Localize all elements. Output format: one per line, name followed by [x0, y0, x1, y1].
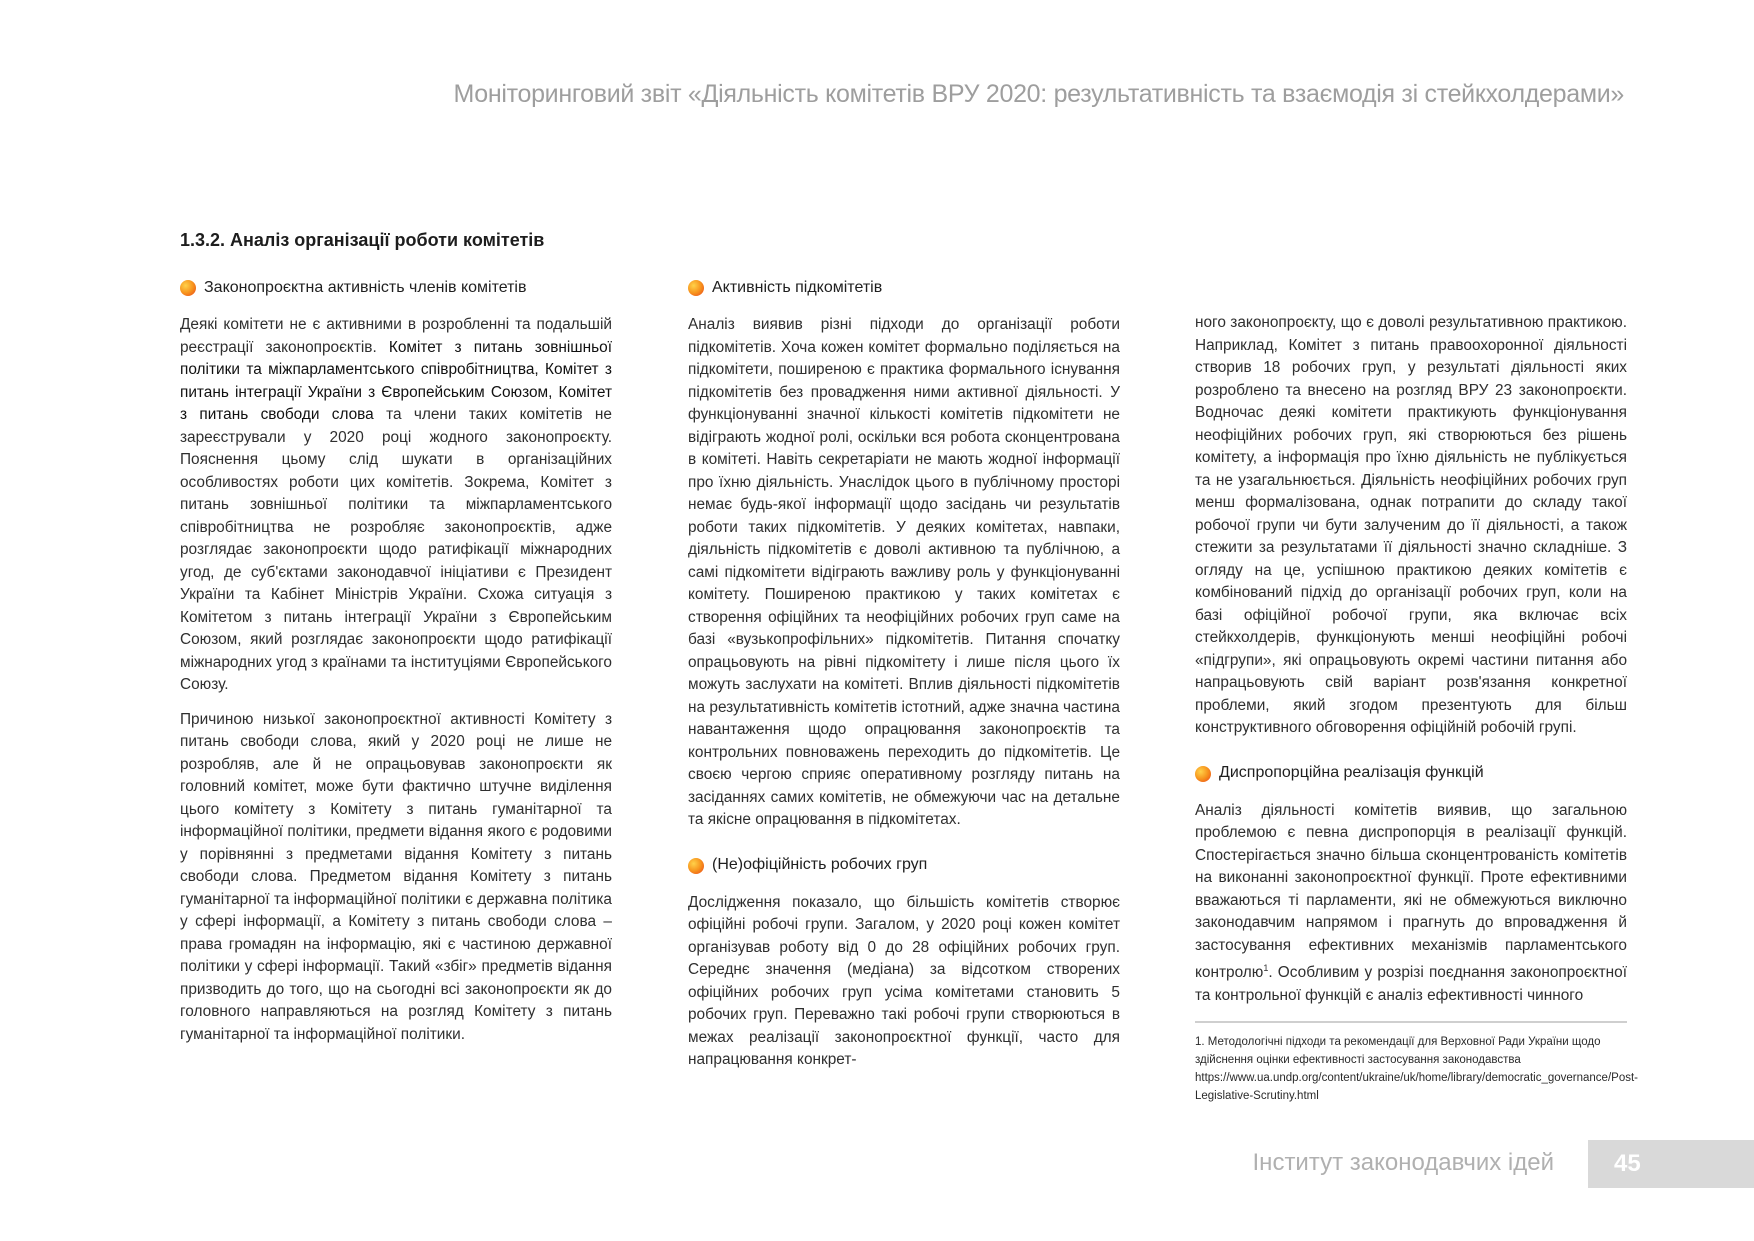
paragraph-rest: та члени таких комітетів не зареєстрували у 2020 році жодного законопроєкту. Пояснення цьому слід шукати в організаційних особливостях роботи цих комітетів. Зокрема, Комітет з питань зовнішньої політики та міжпарламентського співробітництва не розробляє законопроєктів, адже розглядає законопроєкти щодо ратифікації міжнародних угод, де суб'єктами законодавчої ініціативи є Президент України та Кабінет Міністрів України. Схожа ситуація з Комітетом з питань інтеграції України з Європейським Союзом, який розглядає законопроєкти щодо ратифікації міжнародних угод з країнами та інституціями Європейського Союзу. [180, 406, 612, 693]
footnote: 1. Методологічні підходи та рекомендації для Верховної Ради України щодо здійснення оцінки ефективності застосування законодавства https://www.ua.undp.org/content/ukraine/uk/home/library/democratic_governance/Post-Legislative-Scrutiny.html [1195, 1036, 1638, 1103]
subheading-label: Активність підкомітетів [712, 278, 883, 296]
column-3 [1195, 312, 1638, 1105]
paragraph: Дослідження показало, що більшість комітетів створює офіційні робочі групи. Загалом, у 2020 році кожен комітет організував роботу від 0 до 28 офіційних робочих груп. Середнє значення (медіана) за відсотком створених офіційних робочих груп усіма комітетами становить 5 робочих груп. Переважно такі робочі групи створюються в межах реалізації законопроєктної функції, часто для напрацювання конкрет- [688, 893, 1120, 1068]
paragraph-text: . Особливим у розрізі поєднання законопроєктної та контрольної функцій є аналіз ефективності чинного [1195, 964, 1627, 1004]
paragraph-text: Аналіз діяльності комітетів виявив, що загальною проблемою є певна диспропорція в реалізації функцій. Спостерігається значно більша сконцентрованість комітетів на виконанні законопроєктної функції. Проте ефективними вважаються ті парламенти, які не обмежуються виключно законодавчим напрямом і прагнуть до впровадження й застосування ефективних механізмів парламентського контролю [1195, 801, 1627, 982]
subheading-label: (Не)офіційність робочих груп [712, 856, 928, 874]
bullet-dot-icon [688, 858, 704, 874]
section-title: 1.3.2. Аналіз організації роботи комітетів [180, 230, 545, 250]
subheading-legislative-activity [180, 276, 612, 300]
footer-organization: Інститут законодавчих ідей [1252, 1149, 1554, 1176]
paragraph [180, 314, 612, 697]
page-number: 45 [1614, 1150, 1641, 1177]
paragraph-intro: Деякі комітети не є активними в розробленні та подальшій реєстрації законопроєктів. [180, 316, 612, 356]
paragraph [1195, 800, 1627, 1008]
subheading-label: Законопроєктна активність членів комітетів [204, 278, 527, 296]
bullet-dot-icon [180, 280, 196, 296]
subheading-subcommittees [688, 276, 1120, 300]
subheading-label: Диспропорційна реалізація функцій [1219, 764, 1484, 782]
paragraph: Аналіз виявив різні підходи до організації роботи підкомітетів. Хоча кожен комітет формально поділяється на підкомітети, поширеною є практика формального існування підкомітетів без провадження ними активної діяльності. У функціонуванні значної кількості комітетів підкомітети не відіграють жодної ролі, оскільки вся робота сконцентрована в комітеті. Навіть секретаріати не мають жодної інформації про їхню діяльність. Унаслідок цього в публічному просторі немає будь-якої інформації щодо засідань чи результатів роботи таких підкомітетів. У деяких комітетах, навпаки, діяльність підкомітетів є доволі активною та публічною, а самі підкомітети відіграють важливу роль у функціонуванні комітету. Поширеною практикою у таких комітетах є створення офіційних та неофіційних робочих груп саме на базі «вузькопрофільних» підкомітетів. Питання спочатку опрацьовують на рівні підкомітету і лише після цього їх можуть заслухати на комітеті. Вплив діяльності підкомітетів на результативність комітетів істотний, адже значна частина навантаження щодо опрацювання законопроєктів та контрольних повноважень переходить до підкомітетів. Це своєю чергою сприяє оперативному розгляду питань на засіданнях самих комітетів, не обмежуючи час на детальне та якісне опрацювання в підкомітетах. [688, 316, 1120, 828]
report-header-title: Моніторинговий звіт «Діяльність комітетів ВРУ 2020: результативність та взаємодія зі стейкхолдерами» [453, 80, 1624, 108]
bullet-dot-icon [688, 280, 704, 296]
page-number-box [1588, 1140, 1754, 1188]
paragraph: ного законопроєкту, що є доволі результативною практикою. Наприклад, Комітет з питань правоохоронної діяльності створив 18 робочих груп, у результаті діяльності яких розроблено та внесено на розгляд ВРУ 23 законопроєкти. Водночас деякі комітети практикують функціонування неофіційних робочих груп, які створюються без рішень комітету, а інформація про їхню діяльність не публікується та не узагальнюється. Діяльність неофіційних робочих груп менш формалізована, однак потрапити до складу такої робочої групи чи бути залученим до її діяльності, а також стежити за результатами її діяльності значно складніше. З огляду на це, успішною практикою деяких комітетів є комбінований підхід до організації робочих груп, коли на базі офіційної робочої групи, яка включає всіх стейкхолдерів, функціонують менші неофіційні робочі «підгрупи», які опрацьовують окремі частини питання або напрацьовують свій варіант розв'язання конкретної проблеми, який згодом презентують для більш конструктивного обговорення офіційній робочій групі. [1195, 314, 1627, 736]
subheading-disproportion [1195, 762, 1627, 786]
paragraph-highlight: Комітет з питань зовнішньої політики та міжпарламентського співробітництва, Комітет з питань інтеграції України з Європейським Союзом, Комітет з питань свободи слова [180, 338, 612, 423]
paragraph: Причиною низької законопроєктної активності Комітету з питань свободи слова, який у 2020 році не лише не розробляв, але й не опрацьовував законопроєкти як головний комітет, може бути фактично штучне виділення цього комітету з Комітету з питань гуманітарної та інформаційної політики, предмети відання якого є родовими у порівнянні з предметами відання Комітету з питань свободи слова. Предметом відання Комітету з питань гуманітарної та інформаційної політики є державна політика у сфері інформації, а Комітету з питань свободи слова – права громадян на інформацію, які є частиною державної політики у сфері інформації. Такий «збіг» предметів відання призводить до того, що на сьогодні всі законопроєкти як до головного направляються на розгляд Комітету з питань гуманітарної та інформаційної політики. [180, 710, 612, 1043]
column-2 [688, 276, 1120, 1084]
footnote-divider [1195, 1021, 1627, 1023]
bullet-dot-icon [1195, 766, 1211, 782]
subheading-working-groups [688, 854, 1120, 878]
column-1 [180, 276, 612, 1058]
footnote-ref: 1 [1263, 963, 1269, 973]
